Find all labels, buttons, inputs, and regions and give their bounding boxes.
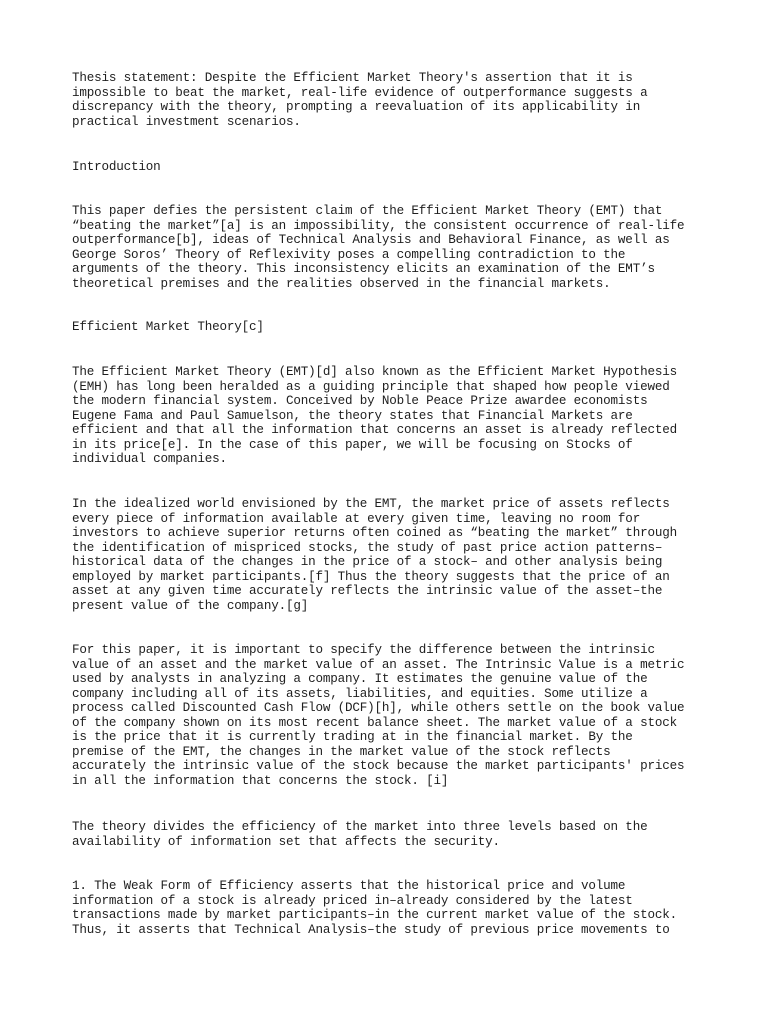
emt-heading: Efficient Market Theory[c]	[72, 320, 264, 334]
thesis-statement: Thesis statement: Despite the Efficient Market Theory's assertion that it is impossible to beat the market, real-life evidence of outperformance suggests a discrepancy with the theory, prompting a reevaluation of its applicability in practical investment scenarios.	[72, 71, 648, 129]
emt-paragraph-2: In the idealized world envisioned by the EMT, the market price of assets reflects every piece of information available at every given time, leaving no room for investors to achieve superior returns often coined as “beating the market” through the identification of mispriced stocks, the study of past price action patterns– historical data of the changes in the price of a stock– and other analysis being employed by market participants.[f] Thus the theory suggests that the price of an asset at any given time accurately reflects the intrinsic value of the asset–the present value of the company.[g]	[72, 497, 677, 613]
emt-paragraph-1: The Efficient Market Theory (EMT)[d] also known as the Efficient Market Hypothesis (EMH) has long been heralded as a guiding principle that shaped how people viewed the modern financial system. Conceived by Noble Peace Prize awardee economists Eugene Fama and Paul Samuelson, the theory states that Financial Markets are efficient and that all the information that concerns an asset is already reflected in its price[e]. In the case of this paper, we will be focusing on Stocks of individual companies.	[72, 365, 677, 466]
introduction-heading: Introduction	[72, 160, 161, 174]
introduction-paragraph: This paper defies the persistent claim of the Efficient Market Theory (EMT) that “beating the market”[a] is an impossibility, the consistent occurrence of real-life outperformance[b], ideas of Technical Analysis and Behavioral Finance, as well as George Soros’ Theory of Reflexivity poses a compelling contradiction to the arguments of the theory. This inconsistency elicits an examination of the EMT’s theoretical premises and the realities observed in the financial markets.	[72, 204, 685, 291]
emt-paragraph-4: The theory divides the efficiency of the market into three levels based on the availability of information set that affects the security.	[72, 820, 648, 849]
emt-paragraph-5: 1. The Weak Form of Efficiency asserts that the historical price and volume information of a stock is already priced in–already considered by the latest transactions made by market participants–in the current market value of the stock. Thus, it asserts that Technical Analysis–the study of previous price movements to	[72, 879, 677, 937]
emt-paragraph-3: For this paper, it is important to specify the difference between the intrinsic value of an asset and the market value of an asset. The Intrinsic Value is a metric used by analysts in analyzing a company. It estimates the genuine value of the company including all of its assets, liabilities, and equities. Some utilize a process called Discounted Cash Flow (DCF)[h], while others settle on the book value of the company shown on its most recent balance sheet. The market value of a stock is the price that it is currently trading at in the financial market. By the premise of the EMT, the changes in the market value of the stock reflects accurately the intrinsic value of the stock because the market participants' prices in all the information that concerns the stock. [i]	[72, 643, 685, 788]
